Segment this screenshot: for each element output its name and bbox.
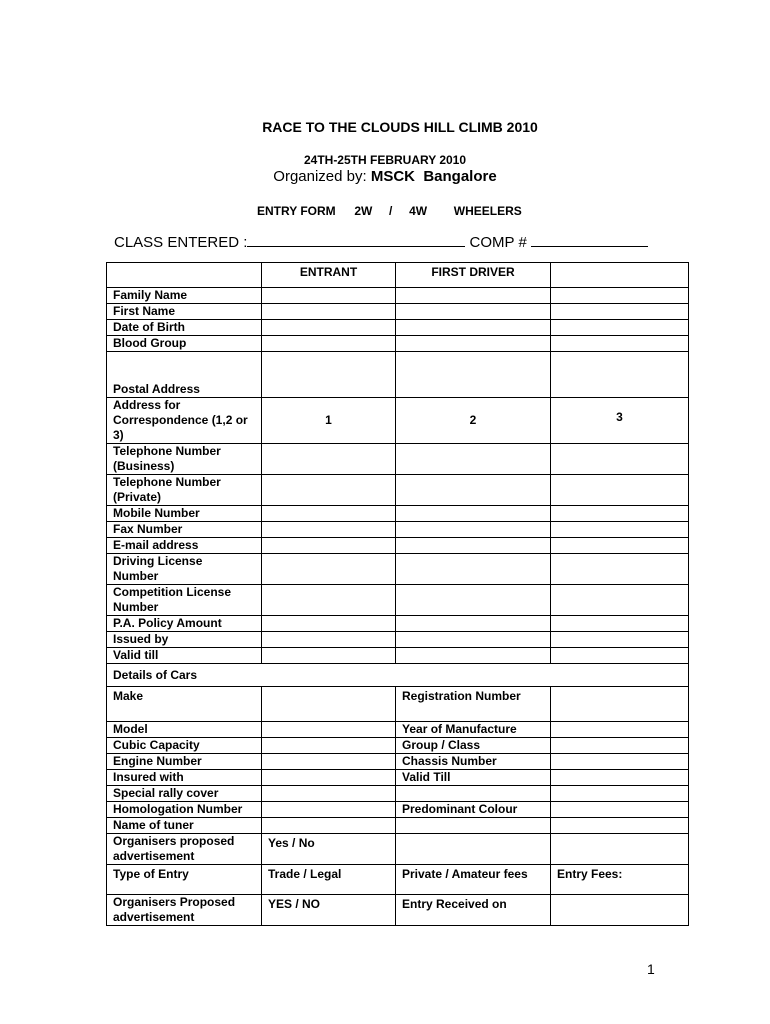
cubic-capacity-label: Cubic Capacity	[107, 738, 262, 754]
input-cell[interactable]	[396, 616, 551, 632]
entry-form-table	[106, 262, 689, 926]
two-wheeler-option: 2W	[354, 204, 373, 218]
model-label: Model	[107, 722, 262, 738]
input-cell[interactable]	[262, 538, 396, 554]
label-line: Correspondence (1,2 or	[113, 413, 248, 427]
page-number: 1	[647, 961, 655, 977]
input-cell[interactable]	[551, 895, 689, 926]
input-cell[interactable]	[551, 616, 689, 632]
tel-private-label	[107, 475, 262, 506]
table-row	[107, 722, 689, 738]
class-entered-field[interactable]	[247, 233, 465, 247]
input-cell[interactable]	[396, 538, 551, 554]
label-line: Address for	[113, 398, 181, 412]
entry-form-line	[257, 204, 522, 218]
input-cell[interactable]	[551, 475, 689, 506]
dob-label: Date of Birth	[107, 320, 262, 336]
input-cell[interactable]	[551, 320, 689, 336]
input-cell[interactable]	[396, 554, 551, 585]
input-cell[interactable]	[396, 632, 551, 648]
col-entrant: ENTRANT	[262, 263, 396, 288]
input-cell[interactable]	[262, 288, 396, 304]
table-row	[107, 818, 689, 834]
table-row	[107, 538, 689, 554]
input-cell[interactable]	[551, 538, 689, 554]
driving-license-label	[107, 554, 262, 585]
table-row	[107, 648, 689, 664]
input-cell[interactable]	[551, 770, 689, 786]
input-cell[interactable]	[396, 336, 551, 352]
four-wheeler-option: 4W	[409, 204, 428, 218]
input-cell[interactable]	[262, 687, 396, 722]
table-row	[107, 754, 689, 770]
table-row	[107, 554, 689, 585]
table-row	[107, 475, 689, 506]
input-cell[interactable]	[396, 818, 551, 834]
table-row	[107, 398, 689, 444]
input-cell[interactable]	[551, 336, 689, 352]
label-line: Organisers proposed	[113, 834, 235, 848]
page-title: RACE TO THE CLOUDS HILL CLIMB 2010	[262, 119, 538, 135]
input-cell[interactable]	[262, 352, 396, 398]
organisers-proposed-caps-label	[107, 895, 262, 926]
label-line: Competition License	[113, 585, 232, 599]
input-cell[interactable]	[396, 522, 551, 538]
input-cell[interactable]	[262, 304, 396, 320]
year-of-manufacture-label: Year of Manufacture	[396, 722, 551, 738]
trade-legal-option[interactable]: Trade / Legal	[262, 865, 396, 895]
yes-no-caps-option[interactable]: YES / NO	[262, 895, 396, 926]
group-class-label: Group / Class	[396, 738, 551, 754]
table-row	[107, 786, 689, 802]
type-of-entry-label: Type of Entry	[107, 865, 262, 895]
input-cell[interactable]	[396, 506, 551, 522]
label-line: (Business)	[113, 459, 175, 473]
input-cell[interactable]	[262, 475, 396, 506]
label-line: Driving License	[113, 554, 203, 568]
chassis-number-label: Chassis Number	[396, 754, 551, 770]
insured-with-label: Insured with	[107, 770, 262, 786]
input-cell[interactable]	[551, 304, 689, 320]
mobile-label: Mobile Number	[107, 506, 262, 522]
label-line: Number	[113, 600, 159, 614]
input-cell[interactable]	[551, 754, 689, 770]
engine-number-label: Engine Number	[107, 754, 262, 770]
input-cell[interactable]	[396, 352, 551, 398]
organized-by-label: Organized by:	[273, 168, 367, 185]
entry-form-label: ENTRY FORM	[257, 204, 336, 218]
input-cell[interactable]	[262, 506, 396, 522]
comp-label: COMP #	[469, 234, 527, 251]
label-line: 3)	[113, 428, 124, 442]
label-line: Number	[113, 569, 159, 583]
input-cell[interactable]	[551, 444, 689, 475]
blood-group-label: Blood Group	[107, 336, 262, 352]
table-row	[107, 522, 689, 538]
table-row	[107, 687, 689, 722]
fax-label: Fax Number	[107, 522, 262, 538]
input-cell[interactable]	[396, 304, 551, 320]
input-cell[interactable]	[262, 738, 396, 754]
issued-by-label: Issued by	[107, 632, 262, 648]
input-cell[interactable]	[551, 648, 689, 664]
label-line: advertisement	[113, 910, 195, 924]
competition-license-label	[107, 585, 262, 616]
input-cell[interactable]	[396, 288, 551, 304]
input-cell[interactable]	[551, 632, 689, 648]
registration-number-label: Registration Number	[396, 687, 551, 722]
input-cell[interactable]	[262, 802, 396, 818]
input-cell[interactable]	[551, 506, 689, 522]
table-row	[107, 738, 689, 754]
input-cell[interactable]	[551, 554, 689, 585]
table-row	[107, 585, 689, 616]
correspondence-option-2[interactable]: 2	[396, 398, 551, 444]
label-line: Telephone Number	[113, 475, 221, 489]
tel-business-label	[107, 444, 262, 475]
label-line: Organisers Proposed	[113, 895, 236, 909]
entry-received-on-label: Entry Received on	[396, 895, 551, 926]
label-line: advertisement	[113, 849, 195, 863]
table-row	[107, 834, 689, 865]
input-cell[interactable]	[551, 818, 689, 834]
input-cell[interactable]	[396, 475, 551, 506]
organisers-proposed-label	[107, 834, 262, 865]
homologation-number-label: Homologation Number	[107, 802, 262, 818]
col-first-driver: FIRST DRIVER	[396, 263, 551, 288]
wheelers-label: WHEELERS	[453, 204, 522, 218]
input-cell[interactable]	[262, 818, 396, 834]
input-cell[interactable]	[262, 754, 396, 770]
input-cell[interactable]	[396, 786, 551, 802]
input-cell[interactable]	[262, 585, 396, 616]
private-amateur-option[interactable]: Private / Amateur fees	[396, 865, 551, 895]
valid-till-label: Valid till	[107, 648, 262, 664]
label-line: (Private)	[113, 490, 162, 504]
correspondence-label	[107, 398, 262, 444]
label-line: Telephone Number	[113, 444, 221, 458]
input-cell[interactable]	[262, 632, 396, 648]
table-row	[107, 664, 689, 687]
input-cell[interactable]	[396, 444, 551, 475]
table-row	[107, 632, 689, 648]
table-row	[107, 802, 689, 818]
input-cell[interactable]	[551, 352, 689, 398]
input-cell[interactable]	[551, 738, 689, 754]
input-cell[interactable]	[262, 320, 396, 336]
option-separator: /	[389, 204, 393, 218]
table-row	[107, 865, 689, 895]
input-cell[interactable]	[262, 722, 396, 738]
table-row	[107, 444, 689, 475]
table-row	[107, 616, 689, 632]
postal-address-label: Postal Address	[107, 352, 262, 398]
valid-till-car-label: Valid Till	[396, 770, 551, 786]
table-row	[107, 352, 689, 398]
input-cell[interactable]	[262, 554, 396, 585]
name-of-tuner-label: Name of tuner	[107, 818, 262, 834]
input-cell[interactable]	[551, 288, 689, 304]
first-name-label: First Name	[107, 304, 262, 320]
input-cell[interactable]	[396, 834, 551, 865]
header-blank	[107, 263, 262, 288]
input-cell[interactable]	[262, 616, 396, 632]
organizer-line	[0, 168, 770, 185]
make-label: Make	[107, 687, 262, 722]
correspondence-option-1[interactable]: 1	[262, 398, 396, 444]
comp-field[interactable]	[531, 233, 648, 247]
special-rally-cover-label: Special rally cover	[107, 786, 262, 802]
details-of-cars-heading: Details of Cars	[107, 664, 689, 687]
input-cell[interactable]	[396, 585, 551, 616]
predominant-colour-label: Predominant Colour	[396, 802, 551, 818]
input-cell[interactable]	[551, 786, 689, 802]
input-cell[interactable]	[396, 320, 551, 336]
input-cell[interactable]	[551, 687, 689, 722]
correspondence-option-3[interactable]: 3	[551, 398, 689, 444]
input-cell[interactable]	[551, 522, 689, 538]
event-dates: 24TH-25TH FEBRUARY 2010	[303, 153, 467, 167]
table-row	[107, 320, 689, 336]
input-cell[interactable]	[551, 722, 689, 738]
table-header-row	[107, 263, 689, 288]
class-entered-line	[114, 233, 648, 251]
input-cell[interactable]	[551, 585, 689, 616]
yes-no-option[interactable]: Yes / No	[262, 834, 396, 865]
family-name-label: Family Name	[107, 288, 262, 304]
email-label: E-mail address	[107, 538, 262, 554]
input-cell[interactable]	[262, 770, 396, 786]
input-cell[interactable]	[551, 834, 689, 865]
input-cell[interactable]	[396, 648, 551, 664]
table-row	[107, 506, 689, 522]
header-blank	[551, 263, 689, 288]
table-row	[107, 288, 689, 304]
organizer-name: MSCK Bangalore	[370, 168, 497, 185]
input-cell[interactable]	[262, 786, 396, 802]
input-cell[interactable]	[262, 444, 396, 475]
table-row	[107, 770, 689, 786]
table-row	[107, 895, 689, 926]
input-cell[interactable]	[262, 648, 396, 664]
class-entered-label: CLASS ENTERED :	[114, 234, 248, 251]
input-cell[interactable]	[551, 802, 689, 818]
table-row	[107, 336, 689, 352]
input-cell[interactable]	[262, 522, 396, 538]
entry-fees-label: Entry Fees:	[551, 865, 689, 895]
table-row	[107, 304, 689, 320]
pa-policy-label: P.A. Policy Amount	[107, 616, 262, 632]
input-cell[interactable]	[262, 336, 396, 352]
